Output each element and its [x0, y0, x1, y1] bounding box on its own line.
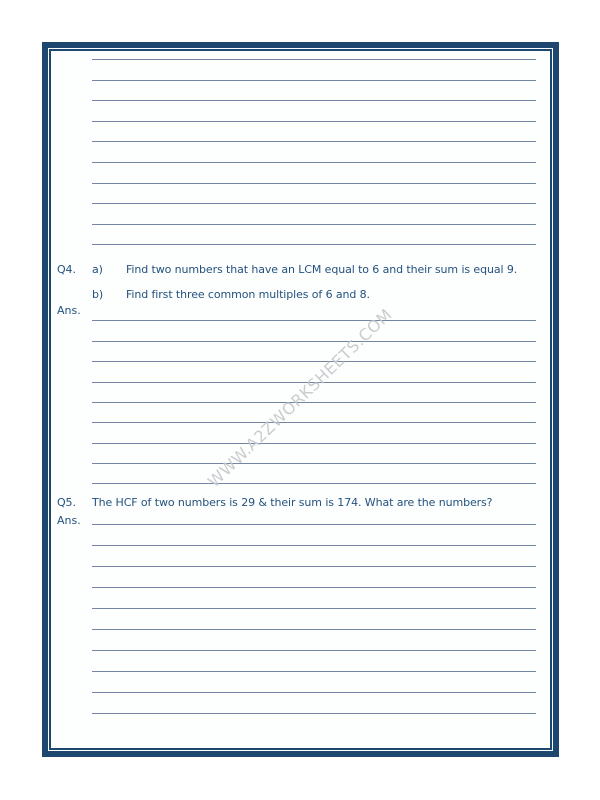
sub-question-text: Find first three common multiples of 6 and 8. [126, 288, 370, 302]
answer-line [92, 163, 536, 184]
question-q4-part-b [51, 282, 550, 307]
answer-line [92, 693, 536, 714]
answer-line [92, 122, 536, 143]
answer-label: Ans. [57, 304, 81, 318]
answer-line [92, 464, 536, 484]
answer-line [92, 423, 536, 443]
question-q4-part-a [51, 257, 550, 282]
answer-section-q4 [51, 304, 550, 484]
answer-line [92, 672, 536, 693]
answer-section-q5 [51, 515, 550, 714]
answer-line [92, 184, 536, 205]
answer-line [92, 546, 536, 567]
answer-line [92, 651, 536, 672]
question-number: Q4. [57, 263, 76, 277]
answer-line [92, 51, 536, 60]
answer-line [92, 362, 536, 382]
answer-line [92, 588, 536, 609]
question-q5-row [51, 490, 550, 515]
answer-line [92, 101, 536, 122]
answer-line [92, 630, 536, 651]
answer-line [92, 342, 536, 362]
sub-question-text: Find two numbers that have an LCM equal to 6 and their sum is equal 9. [126, 263, 518, 277]
answer-line [92, 609, 536, 630]
page-outer-border [42, 42, 559, 757]
watermark-text: WWW.A2ZWORKSHEETS.COM [204, 304, 396, 492]
answer-line [92, 81, 536, 102]
question-q5 [51, 490, 550, 515]
answer-line [92, 225, 536, 246]
answer-line [92, 307, 536, 321]
page-content [51, 51, 550, 748]
sub-question-label: a) [92, 263, 103, 277]
question-q4 [51, 257, 550, 307]
sub-question-label: b) [92, 288, 104, 302]
answer-line [92, 403, 536, 423]
answer-line [92, 142, 536, 163]
answer-line [92, 60, 536, 81]
answer-line [92, 444, 536, 464]
answer-line [92, 204, 536, 225]
answer-label: Ans. [57, 514, 81, 528]
answer-line [92, 567, 536, 588]
answer-line [92, 383, 536, 403]
top-answer-lines [92, 51, 536, 245]
question-text: The HCF of two numbers is 29 & their sum is 174. What are the numbers? [92, 496, 493, 510]
question-number: Q5. [57, 496, 76, 510]
answer-line [92, 525, 536, 546]
answer-line [92, 321, 536, 341]
q4-answer-lines [92, 307, 536, 484]
q5-answer-lines [92, 515, 536, 714]
answer-line [92, 515, 536, 525]
page-inner-border [49, 49, 552, 750]
